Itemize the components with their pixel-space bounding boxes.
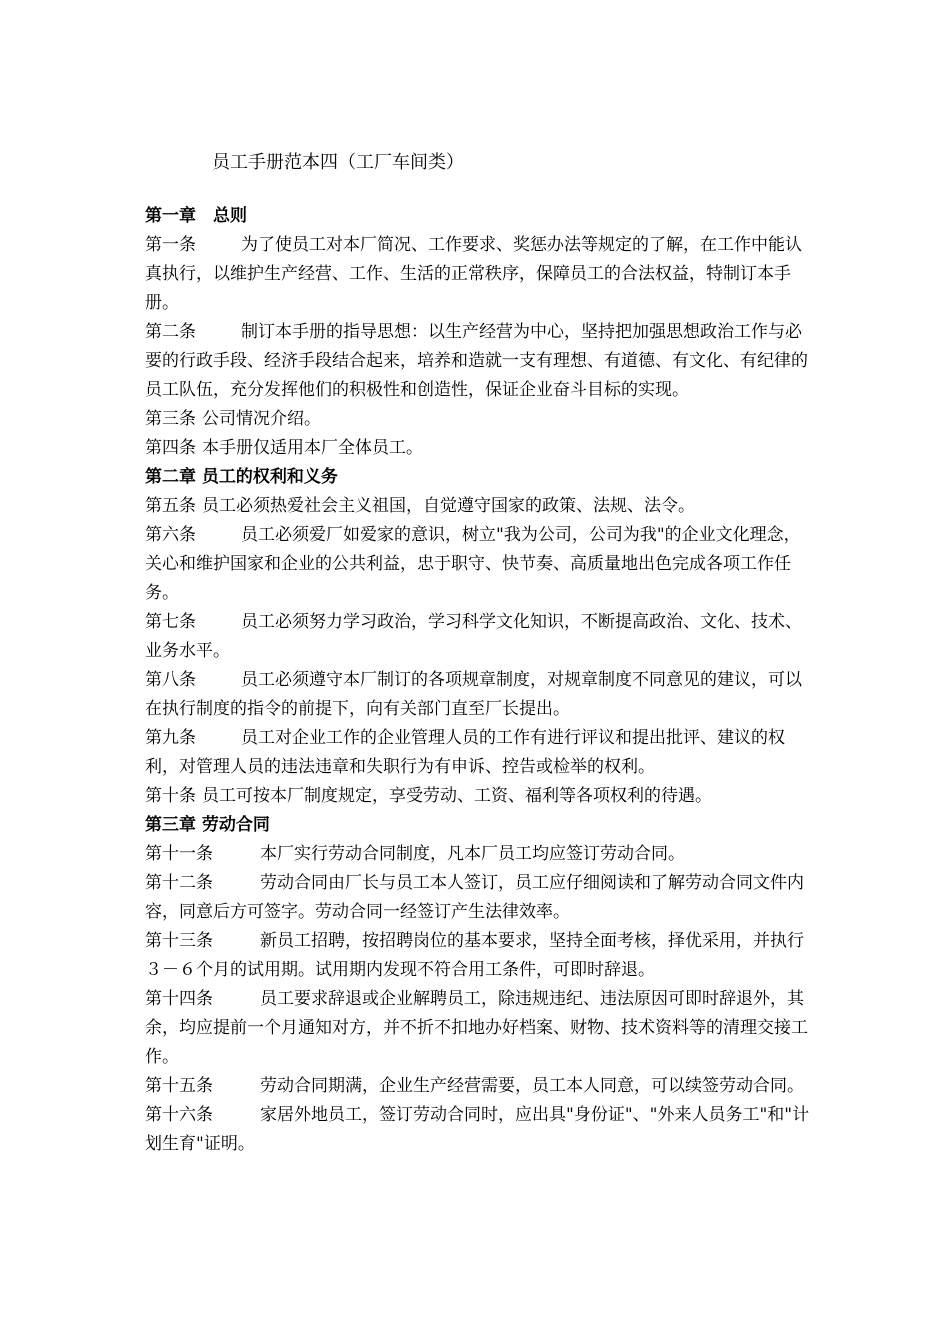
article-11-label: 第十一条 [145,844,213,864]
article-12-text: 劳动合同由厂长与员工本人签订，员工应仔细阅读和了解劳动合同文件内容，同意后方可签字。劳动合同一经签订产生法律效率。 [145,873,804,922]
article-15-text: 劳动合同期满，企业生产经营需要，员工本人同意，可以续签劳动合同。 [260,1076,804,1096]
article-1-text: 为了使员工对本厂简况、工作要求、奖惩办法等规定的了解，在工作中能认真执行，以维护生产经营、工作、生活的正常秩序，保障员工的合法权益，特制订本手册。 [145,235,802,313]
article-5-label: 第五条 [145,496,196,516]
article-13-text: 新员工招聘，按招聘岗位的基本要求，坚持全面考核，择优采用，并执行３－６个月的试用期。试用期内发现不符合用工条件，可即时辞退。 [145,931,804,980]
article-14 [145,985,810,1072]
article-13 [145,927,810,985]
article-15-label: 第十五条 [145,1076,213,1096]
article-5-text: 员工必须热爱社会主义祖国，自觉遵守国家的政策、法规、法令。 [202,496,695,516]
chapter-3-heading: 第三章 劳动合同 [145,815,270,835]
article-6 [145,521,810,608]
article-6-text: 员工必须爱厂如爱家的意识，树立"我为公司，公司为我"的企业文化理念，关心和维护国家和企业的公共利益，忠于职守、快节奏、高质量地出色完成各项工作任务。 [145,525,801,603]
article-6-label: 第六条 [145,525,196,545]
article-10-text: 员工可按本厂制度规定，享受劳动、工资、福利等各项权利的待遇。 [202,786,712,806]
chapter-2-heading: 第二章 员工的权利和义务 [145,467,338,487]
article-4-text: 本手册仅适用本厂全体员工。 [202,438,423,458]
chapter-1-heading: 第一章 总则 [145,206,247,226]
article-4 [145,434,810,463]
article-14-text: 员工要求辞退或企业解聘员工，除违规违纪、违法原因可即时辞退外，其余，均应提前一个月通知对方，并不折不扣地办好档案、财物、技术资料等的清理交接工作。 [145,989,808,1067]
article-2-text: 制订本手册的指导思想：以生产经营为中心，坚持把加强思想政治工作与必要的行政手段、经济手段结合起来，培养和造就一支有理想、有道德、有文化、有纪律的员工队伍，充分发挥他们的积极性和创造性，保证企业奋斗目标的实现。 [145,322,808,400]
article-7-text: 员工必须努力学习政治，学习科学文化知识，不断提高政治、文化、技术、业务水平。 [145,612,802,661]
article-4-label: 第四条 [145,438,196,458]
article-2-label: 第二条 [145,322,196,342]
article-9-text: 员工对企业工作的企业管理人员的工作有进行评议和提出批评、建议的权利，对管理人员的违法违章和失职行为有申诉、控告或检举的权利。 [145,728,785,777]
document-title: 员工手册范本四（工厂车间类） [212,152,464,173]
article-11 [145,840,810,869]
article-3-label: 第三条 [145,409,196,429]
article-11-text: 本厂实行劳动合同制度，凡本厂员工均应签订劳动合同。 [260,844,685,864]
document-body [145,202,810,1159]
article-16-label: 第十六条 [145,1105,213,1125]
article-10-label: 第十条 [145,786,196,806]
article-9-label: 第九条 [145,728,196,748]
article-7 [145,608,810,666]
article-14-label: 第十四条 [145,989,213,1009]
article-1-label: 第一条 [145,235,196,255]
article-12-label: 第十二条 [145,873,213,893]
article-10 [145,782,810,811]
article-8-label: 第八条 [145,670,196,690]
article-13-label: 第十三条 [145,931,213,951]
article-3-text: 公司情况介绍。 [202,409,321,429]
article-16-text: 家居外地员工，签订劳动合同时，应出具"身份证"、"外来人员务工"和"计划生育"证明。 [145,1105,810,1154]
article-12 [145,869,810,927]
article-8 [145,666,810,724]
article-8-text: 员工必须遵守本厂制订的各项规章制度，对规章制度不同意见的建议，可以在执行制度的指令的前提下，向有关部门直至厂长提出。 [145,670,802,719]
article-5 [145,492,810,521]
article-2 [145,318,810,405]
article-3 [145,405,810,434]
article-9 [145,724,810,782]
article-15 [145,1072,810,1101]
article-16 [145,1101,810,1159]
article-1 [145,231,810,318]
article-7-label: 第七条 [145,612,196,632]
